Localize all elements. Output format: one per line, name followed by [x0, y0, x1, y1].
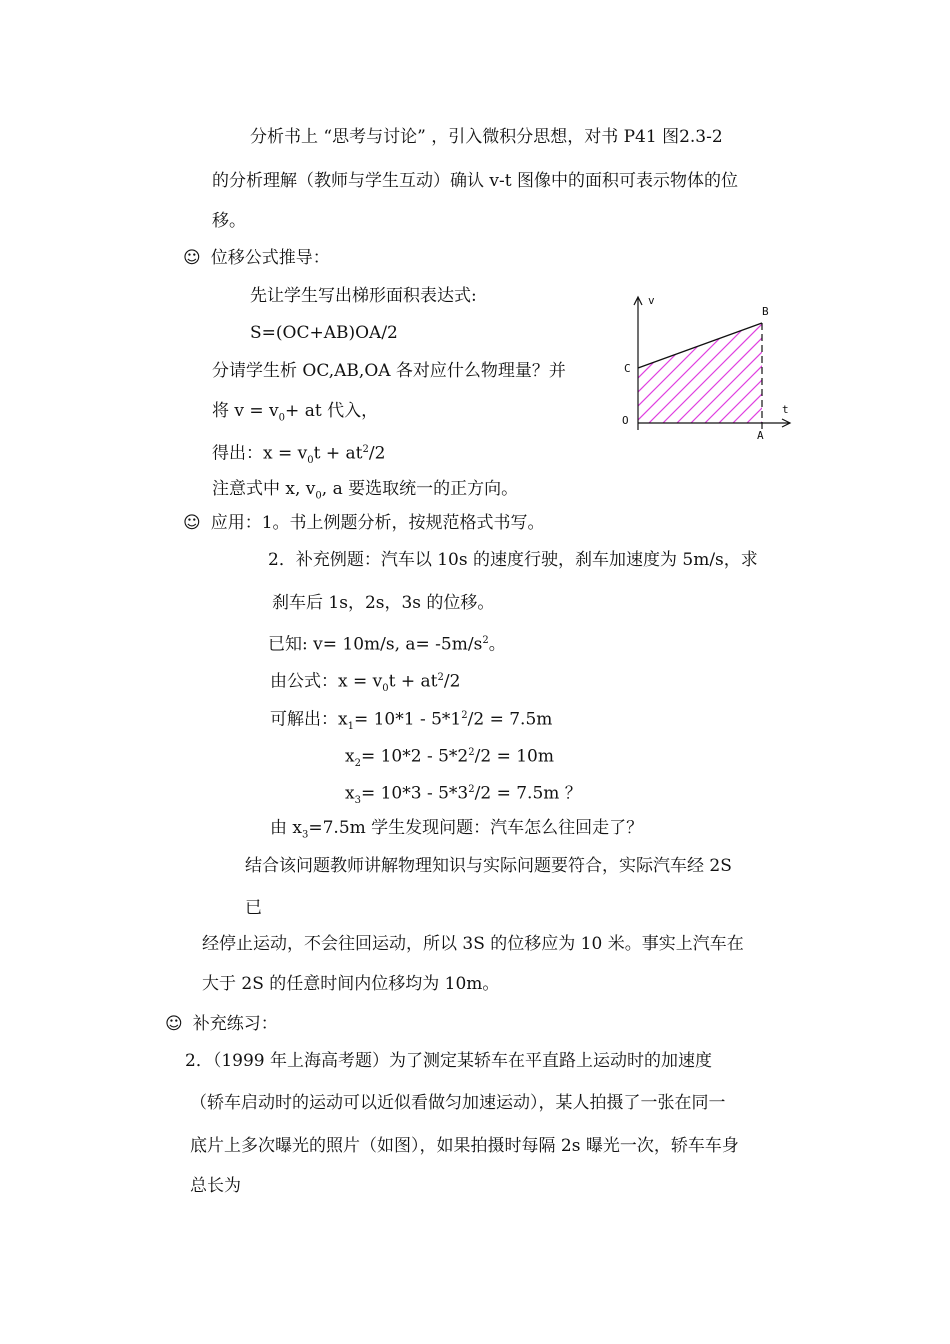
shaded-area-hatch	[614, 290, 799, 430]
exercise-line-3: 底片上多次曝光的照片（如图），如果拍摄时每隔 2s 曝光一次，轿车车身	[190, 1136, 739, 1156]
label-t: t	[782, 403, 789, 416]
superscript: 2	[461, 710, 468, 721]
text: + at 代入，	[285, 401, 379, 421]
section-application-title: 应用：1。书上例题分析，按规范格式书写。	[210, 513, 545, 533]
text: 可解出：x	[270, 709, 348, 730]
text: 注意式中 x, v	[212, 479, 316, 499]
section-derivation-heading	[183, 247, 330, 269]
label-c: C	[624, 362, 631, 375]
intro-line-2: 的分析理解（教师与学生互动）确认 v-t 图像中的面积可表示物体的位	[212, 171, 738, 191]
derivation-line-4	[212, 400, 378, 429]
derivation-line-5	[212, 439, 385, 472]
text: /2	[443, 671, 461, 692]
section-exercise-title: 补充练习：	[192, 1014, 278, 1034]
text: =7.5m 学生发现问题：汽车怎么往回走了？	[308, 818, 644, 838]
exercise-line-2: （轿车启动时的运动可以近似看做匀加速运动），某人拍摄了一张在同一	[190, 1093, 726, 1113]
text: = 10*1 - 5*1	[353, 709, 462, 730]
intro-line-3: 移。	[212, 211, 246, 231]
intro-line-1: 分析书上 “思考与讨论” ，引入微积分思想，对书 P41 图2.3-2	[250, 127, 723, 147]
exercise-line-1: 2．（1999 年上海高考题）为了测定某轿车在平直路上运动时的加速度	[185, 1051, 712, 1071]
text: 将 v = v	[212, 401, 279, 421]
text: 由公式：x = v	[270, 671, 383, 692]
example-line-7	[345, 779, 582, 812]
superscript: 2	[468, 747, 475, 758]
example-line-5	[270, 705, 552, 738]
superscript: 2	[437, 672, 444, 683]
derivation-line-6	[212, 478, 518, 507]
text: 由 x	[270, 818, 302, 838]
example-line-1: 2．补充例题：汽车以 10s 的速度行驶，刹车加速度为 5m/s，求	[268, 550, 758, 570]
text: /2 = 7.5m ？	[474, 783, 582, 804]
text: 得出：x = v	[212, 443, 308, 464]
subscript: 0	[307, 455, 314, 467]
text: x	[345, 746, 355, 767]
example-line-6	[345, 742, 554, 775]
example-line-4	[270, 667, 460, 700]
velocity-line	[638, 323, 762, 368]
superscript: 2	[362, 444, 369, 455]
text: 。	[488, 634, 506, 655]
section-derivation-title: 位移公式推导：	[210, 248, 330, 268]
subscript: 3	[302, 829, 309, 841]
exercise-line-4: 总长为	[190, 1176, 241, 1196]
derivation-line-1: 先让学生写出梯形面积表达式:	[250, 286, 477, 306]
subscript: 1	[347, 721, 354, 733]
superscript: 2	[482, 635, 489, 646]
text: = 10*2 - 5*2	[360, 746, 469, 767]
text: t + at	[313, 443, 363, 464]
text: /2 = 7.5m	[467, 709, 553, 730]
superscript: 2	[468, 784, 475, 795]
subscript: 0	[382, 683, 389, 695]
example-line-8	[270, 817, 643, 846]
example-line-10: 已	[245, 898, 262, 918]
section-application-heading	[183, 512, 545, 534]
subscript: 2	[354, 758, 361, 770]
text: , a 要选取统一的正方向。	[321, 479, 519, 499]
text: /2	[368, 443, 386, 464]
example-line-3	[268, 630, 506, 656]
section-exercise-heading	[165, 1013, 278, 1035]
text: /2 = 10m	[474, 746, 554, 767]
subscript: 0	[278, 412, 286, 424]
derivation-line-2: S=(OC+AB)OA/2	[250, 323, 398, 343]
vt-graph-figure	[614, 290, 799, 445]
example-line-9: 结合该问题教师讲解物理知识与实际问题要符合，实际汽车经 2S	[245, 856, 732, 876]
example-line-12: 大于 2S 的任意时间内位移均为 10m。	[202, 974, 500, 994]
text: x	[345, 783, 355, 804]
example-line-11: 经停止运动，不会往回运动，所以 3S 的位移应为 10 米。事实上汽车在	[202, 934, 744, 954]
smiley-icon: ☺	[165, 1014, 183, 1034]
derivation-line-3: 分请学生析 OC,AB,OA 各对应什么物理量？并	[212, 361, 566, 381]
text: 已知: v= 10m/s, a= -5m/s	[268, 634, 483, 655]
label-b: B	[762, 305, 769, 318]
label-v: v	[648, 294, 655, 307]
label-o: O	[622, 414, 629, 427]
smiley-icon: ☺	[183, 248, 201, 268]
label-a: A	[757, 429, 764, 442]
smiley-icon: ☺	[183, 513, 201, 533]
subscript: 3	[354, 795, 361, 807]
text: = 10*3 - 5*3	[360, 783, 469, 804]
example-line-2: 刹车后 1s，2s，3s 的位移。	[272, 593, 495, 613]
text: t + at	[388, 671, 438, 692]
subscript: 0	[315, 490, 322, 502]
